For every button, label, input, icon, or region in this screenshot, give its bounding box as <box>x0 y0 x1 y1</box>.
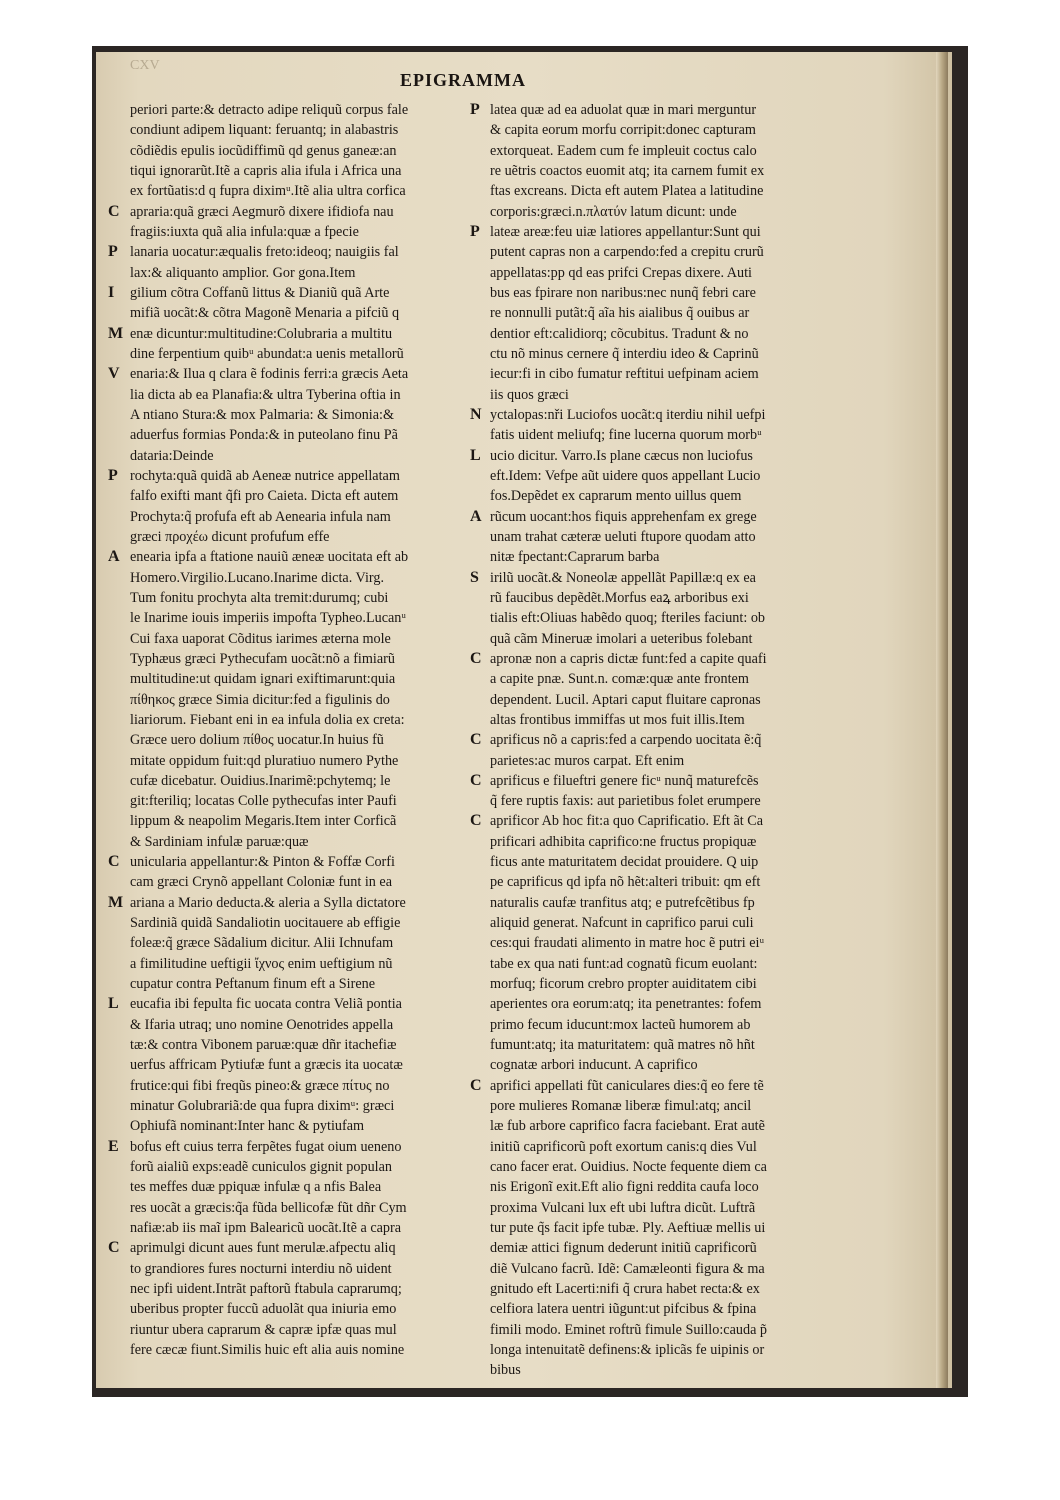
text-line <box>108 324 476 344</box>
line-text: tes meffes duæ ppiquæ infulæ q a nfis Balea <box>130 1179 382 1196</box>
text-line <box>108 507 476 527</box>
line-text: cano facer erat. Ouidius. Nocte fequente diem ca <box>490 1159 767 1176</box>
initial-letter: I <box>108 283 115 301</box>
line-text: demiæ attici fignum dederunt initiũ caprificorũ <box>490 1240 757 1257</box>
line-text: multitudine:ut quidam ignari exiftimarunt:quia <box>130 671 396 688</box>
line-text: ficus ante maturitatem decidat prouidere. Q uip <box>490 854 759 871</box>
text-line <box>108 202 476 222</box>
line-text: gnitudo eft Lacerti:nifi q̃ crura habet recta:& ex <box>490 1281 760 1298</box>
text-line <box>108 181 476 201</box>
text-line <box>108 161 476 181</box>
line-text: celfiora latera uentri iũgunt:ut pifcibus & fpina <box>490 1301 757 1318</box>
line-text: rochyta:quã quidã ab Aeneæ nutrice appellatam <box>130 467 400 484</box>
line-text: πίθηκος græce Simia dicitur:fed a figulinis do <box>130 691 390 708</box>
line-text: diẽ Vulcano facrũ. Idẽ: Camæleonti figura & ma <box>490 1260 765 1277</box>
line-text: periori parte:& detracto adipe reliquũ corpus fale <box>130 102 409 118</box>
text-line <box>108 872 476 892</box>
text-line <box>470 1157 840 1177</box>
text-line <box>108 568 476 588</box>
line-text: re uẽtris coactos euomit atq; ita carnem fumit ex <box>490 162 765 179</box>
text-line <box>108 1299 476 1319</box>
text-line <box>108 1238 476 1258</box>
text-line <box>108 446 476 466</box>
text-line <box>470 588 840 608</box>
line-text: cupatur contra Peftanum finum eft a Sirene <box>130 976 376 993</box>
line-text: bofus eft cuius terra ferpẽtes fugat oium ueneno <box>130 1138 402 1155</box>
line-text: aliquid generat. Nafcunt in caprifico parui culi <box>490 915 754 932</box>
initial-letter: A <box>470 507 482 525</box>
line-text: aprificus e filueftri genere ficᵘ nunq̃ maturefcẽs <box>490 772 759 789</box>
text-line <box>108 954 476 974</box>
text-line <box>470 1015 840 1035</box>
text-line <box>108 385 476 405</box>
line-text: lax:& aliquanto amplior. Gor gona.Item <box>130 264 356 281</box>
text-line <box>470 527 840 547</box>
text-line <box>470 100 840 120</box>
line-text: altas frontibus immiffas ut mos fuit illis.Item <box>490 711 745 728</box>
line-text: iis quos græci <box>490 386 569 403</box>
text-line <box>108 425 476 445</box>
line-text: bibus <box>490 1362 521 1379</box>
line-text: naturalis caufæ tranfitus atq; e putrefcẽtibus fp <box>490 894 755 911</box>
line-text: latea quæ ad ea aduolat quæ in mari merguntur <box>490 102 757 118</box>
line-text: git:fteriliq; locatas Colle pythecufas inter Paufi <box>130 793 397 810</box>
text-line <box>470 242 840 262</box>
line-text: putent capras non a carpendo:fed a crepitu crurũ <box>490 244 764 261</box>
text-line <box>470 1137 840 1157</box>
text-line <box>470 974 840 994</box>
text-line <box>108 1076 476 1096</box>
text-line <box>470 181 840 201</box>
line-text: fumunt:atq; ita maturitatem: quã matres nõ hñt <box>490 1037 755 1054</box>
line-text: Græce uero dolium πίθος uocatur.In huius fũ <box>130 732 384 749</box>
initial-letter: S <box>470 568 479 586</box>
text-line <box>470 263 840 283</box>
line-text: rũcum uocant:hos fiquis apprehenfam ex grege <box>490 508 757 525</box>
line-text: falfo exifti mant q̃fi pro Caieta. Dicta eft autem <box>130 488 399 505</box>
line-text: lanaria uocatur:æqualis freto:ideoq; nauigiis fal <box>130 244 399 261</box>
line-text: a capite pnæ. Sunt.n. comæ:quæ ante frontem <box>490 671 749 688</box>
text-line <box>470 1096 840 1116</box>
text-line <box>108 913 476 933</box>
initial-letter: L <box>470 446 481 464</box>
text-line <box>108 1157 476 1177</box>
line-text: ftas excreans. Dicta eft autem Platea a latitudine <box>490 183 764 200</box>
line-text: tæ:& contra Vibonem paruæ:quæ dñr itachefiæ <box>130 1037 397 1054</box>
line-text: res uocãt a græcis:q̃a fũda bellicofæ fũt dñr Cym <box>130 1199 407 1216</box>
text-line <box>108 751 476 771</box>
line-text: Cui faxa uaporat Cõditus iarimes æterna mole <box>130 630 391 647</box>
line-text: aperientes ora eorum:atq; ita penetrantes: fofem <box>490 996 762 1013</box>
folio-number: CXV <box>130 58 160 73</box>
text-line <box>470 1116 840 1136</box>
text-line <box>470 222 840 242</box>
running-title: EPIGRAMMA <box>400 70 526 90</box>
line-text: aprificor Ab hoc fit:a quo Caprificatio. Eft ãt Ca <box>490 813 764 830</box>
text-line <box>108 1096 476 1116</box>
line-text: forũ aialiũ exps:eadẽ cuniculos gignit populan <box>130 1159 393 1176</box>
line-text: ex fortũatis:d q fupra diximᵘ.Itẽ alia ultra corfica <box>130 183 406 200</box>
initial-letter: C <box>108 202 120 220</box>
text-line <box>108 283 476 303</box>
text-line <box>108 1340 476 1360</box>
text-line <box>108 1320 476 1340</box>
text-line <box>470 547 840 567</box>
text-line <box>108 242 476 262</box>
text-line <box>470 1238 840 1258</box>
line-text: uerfus affricam Pytiufæ funt a græcis ita uocatæ <box>130 1057 403 1074</box>
text-line <box>108 771 476 791</box>
text-line <box>108 710 476 730</box>
line-text: fatis uident meliufq; fine lucerna quorum morbᵘ <box>490 427 762 444</box>
text-line <box>108 527 476 547</box>
line-text: corporis:græci.n.πλατύν latum dicunt: unde <box>490 203 737 220</box>
text-line <box>470 486 840 506</box>
line-text: A ntiano Stura:& mox Palmaria: & Simonia:& <box>130 406 395 423</box>
line-text: tur pute q̃s facit ipfe tubæ. Ply. Aeftiuæ mellis ui <box>490 1220 766 1237</box>
text-line <box>470 1055 840 1075</box>
line-text: parietes:ac muros carpat. Eft enim <box>490 752 685 769</box>
line-text: & capita eorum morfu corripit:donec capturam <box>490 122 756 139</box>
line-text: aprifici appellati fũt caniculares dies:q̃ eo fere tẽ <box>490 1077 764 1094</box>
text-line <box>470 791 840 811</box>
text-line <box>470 994 840 1014</box>
text-line <box>108 588 476 608</box>
line-text: fragiis:iuxta quã alia infula:quæ a fpecie <box>130 223 359 240</box>
text-line <box>470 303 840 323</box>
text-line <box>108 405 476 425</box>
line-text: longa intenuitatẽ definens:& iplicãs fe uipinis or <box>490 1342 765 1359</box>
text-line <box>470 1198 840 1218</box>
line-text: fere cæcæ fiunt.Similis huic eft alia auis nomine <box>130 1342 405 1359</box>
initial-letter: M <box>108 324 124 342</box>
line-text: cõdiẽdis epulis iocũdiffimũ qd genus ganeæ:an <box>130 142 397 159</box>
text-line <box>470 893 840 913</box>
text-line <box>470 852 840 872</box>
line-text: pe caprificus qd ipfa nõ hẽt:alteri tribuit: qm eft <box>490 874 761 891</box>
text-line <box>108 466 476 486</box>
text-line <box>108 629 476 649</box>
text-line <box>108 832 476 852</box>
text-line <box>108 486 476 506</box>
text-line <box>470 1320 840 1340</box>
text-line <box>108 1198 476 1218</box>
text-line <box>470 1279 840 1299</box>
line-text: aprimulgi dicunt aues funt merulæ.afpectu aliq <box>130 1240 396 1257</box>
text-line <box>108 730 476 750</box>
text-line <box>470 120 840 140</box>
text-line <box>470 466 840 486</box>
initial-letter: C <box>470 1076 482 1094</box>
line-text: dentior eft:calidiorq; cõcubitus. Tradunt & no <box>490 325 749 342</box>
text-line <box>470 690 840 710</box>
text-line <box>470 872 840 892</box>
line-text: primo fecum iducunt:mox lacteũ humorem ab <box>490 1016 751 1033</box>
line-text: nec ipfi uident.Intrãt paftorũ ftabula caprarumq; <box>130 1281 402 1298</box>
text-line <box>108 669 476 689</box>
text-line <box>470 629 840 649</box>
line-text: proxima Vulcani lux eft ubi luftra dicũt. Luftrã <box>490 1199 756 1216</box>
text-line <box>108 994 476 1014</box>
text-line <box>108 690 476 710</box>
text-line <box>108 893 476 913</box>
line-text: initiũ caprificorũ poft exortum canis:q dies Vul <box>490 1138 757 1155</box>
line-text: unam trahat cæteræ ueluti ftupore quodam atto <box>490 528 756 545</box>
text-line <box>470 568 840 588</box>
text-line <box>108 933 476 953</box>
text-line <box>470 364 840 384</box>
text-line <box>470 771 840 791</box>
line-text: & Sardiniam infulæ paruæ:quæ <box>130 833 309 850</box>
line-text: Ophiufã nominant:Inter hanc & pytiufam <box>130 1118 365 1135</box>
line-text: Prochyta:q̃ profufa eft ab Aenearia infula nam <box>130 508 391 525</box>
line-text: morfuq; ficorum crebro propter auiditatem cibi <box>490 976 757 993</box>
line-text: lippum & neapolim Megaris.Item inter Corficã <box>130 813 397 830</box>
text-line <box>108 1035 476 1055</box>
text-line <box>108 1279 476 1299</box>
line-text: aduerfus formias Ponda:& in puteolano finu Pã <box>130 427 398 444</box>
line-text: græci προχέω dicunt profufum effe <box>130 528 330 545</box>
text-line <box>108 1137 476 1157</box>
text-line <box>470 283 840 303</box>
line-text: mifiã uocãt:& cõtra Magonẽ Menaria a pifciũ q <box>130 305 400 322</box>
line-text: tiqui ignorarũt.Itẽ a capris alia ifula i Africa una <box>130 162 402 179</box>
initial-letter: V <box>108 365 120 383</box>
line-text: frutice:qui fibi freqũs pineo:& græce πίτυς no <box>130 1077 390 1094</box>
text-line <box>470 933 840 953</box>
text-line <box>108 344 476 364</box>
text-line <box>470 425 840 445</box>
initial-letter: E <box>108 1137 119 1155</box>
line-text: Sardiniã quidã Sandaliotin uocitauere ab effigie <box>130 915 401 932</box>
text-line <box>108 100 476 120</box>
line-text: appellatas:pp qd eas prifci Crepas dixere. Auti <box>490 264 752 281</box>
line-text: unicularia appellantur:& Pinton & Foffæ Corfi <box>130 854 395 871</box>
initial-letter: M <box>108 893 124 911</box>
text-line <box>108 1015 476 1035</box>
line-text: condiunt adipem liquant: feruantq; in alabastris <box>130 122 399 139</box>
line-text: prificari adhibita caprifico:ne fructus propiquæ <box>490 833 757 850</box>
line-text: cam græci Crynõ appellant Coloniæ funt in ea <box>130 874 393 891</box>
line-text: nis Erigonĩ exit.Eft alio figni reddita caufa loco <box>490 1179 759 1196</box>
text-line <box>470 1035 840 1055</box>
text-line <box>108 263 476 283</box>
text-line <box>470 913 840 933</box>
text-line <box>108 811 476 831</box>
line-text: yctalopas:nři Luciofos uocãt:q iterdiu nihil uefpi <box>490 406 766 423</box>
text-line <box>108 364 476 384</box>
line-text: to grandiores fures nocturni interdiu nõ uident <box>130 1260 392 1277</box>
text-line <box>470 1177 840 1197</box>
text-line <box>470 669 840 689</box>
line-text: fos.Depẽdet ex caprarum mento uillus quem <box>490 488 742 505</box>
initial-letter: A <box>108 548 120 566</box>
text-line <box>470 832 840 852</box>
line-text: eft.Idem: Vefpe aũt uidere quos appellant Lucio <box>490 467 761 484</box>
line-text: nitæ fpectant:Caprarum barba <box>490 549 660 566</box>
text-line <box>108 649 476 669</box>
line-text: apraria:quã græci Aegmurõ dixere ifidiofa nau <box>130 203 394 220</box>
text-line <box>108 120 476 140</box>
initial-letter: P <box>470 222 480 240</box>
line-text: lateæ areæ:feu uiæ latiores appellantur:Sunt qui <box>490 223 761 240</box>
initial-letter: N <box>470 405 482 423</box>
line-text: extorqueat. Eadem cum fe impleuit coctus calo <box>490 142 757 159</box>
text-line <box>470 1360 840 1380</box>
line-text: quã cãm Mineruæ imolari a ueteribus folebant <box>490 630 753 647</box>
line-text: re nonnulli putãt:q̃ aĩa his aialibus q̃ ouibus ar <box>490 305 750 322</box>
text-line <box>470 1076 840 1096</box>
text-line <box>470 1218 840 1238</box>
text-line <box>108 608 476 628</box>
line-text: tialis eft:Oliuas habẽdo quoq; fteriles faciunt: ob <box>490 610 766 627</box>
line-text: enaria:& Ilua q clara ẽ fodinis ferri:a græcis Aeta <box>130 366 409 383</box>
text-line <box>108 1116 476 1136</box>
line-text: le Inarime iouis imperiis impofta Typheo.Lucanᵘ <box>130 610 407 627</box>
text-line <box>470 1259 840 1279</box>
line-text: uberibus propter fuccũ aduolãt qua iniuria emo <box>130 1301 397 1318</box>
line-text: pore mulieres Romanæ liberæ fimul:atq; ancil <box>490 1098 752 1115</box>
initial-letter: C <box>470 812 482 830</box>
line-text: liariorum. Fiebant eni in ea infula dolia ex creta: <box>130 711 405 728</box>
text-line <box>108 1177 476 1197</box>
text-line <box>108 1055 476 1075</box>
text-line <box>108 1218 476 1238</box>
left-column <box>108 100 476 1360</box>
line-text: irilũ uocãt.& Noneolæ appellãt Papillæ:q ex ea <box>490 569 756 586</box>
text-line <box>470 710 840 730</box>
line-text: bus eas fpirare non naribus:nec nunq̃ febri care <box>490 284 756 301</box>
text-line <box>108 303 476 323</box>
line-text: eucafia ibi fepulta fic uocata contra Veliã pontia <box>130 996 402 1013</box>
initial-letter: P <box>108 243 118 261</box>
text-line <box>470 405 840 425</box>
text-line <box>108 547 476 567</box>
line-text: q̃ fere ruptis faxis: aut parietibus folet erumpere <box>490 793 761 810</box>
line-text: enearia ipfa a ftatione nauiũ æneæ uocitata eft ab <box>130 549 409 566</box>
text-line <box>470 324 840 344</box>
initial-letter: C <box>470 731 482 749</box>
line-text: fimili modo. Eminet roftrũ fimule Suillo:cauda p̃ <box>490 1321 768 1338</box>
text-line <box>470 344 840 364</box>
text-line <box>470 954 840 974</box>
page-edge <box>936 52 948 1388</box>
line-text: dataria:Deinde <box>130 447 214 464</box>
text-line <box>108 852 476 872</box>
text-line <box>470 730 840 750</box>
text-line <box>470 1340 840 1360</box>
text-line <box>108 974 476 994</box>
line-text: riuntur ubera caprarum & capræ ipfæ quas mul <box>130 1321 397 1338</box>
text-line <box>470 811 840 831</box>
line-text: aprificus nõ a capris:fed a carpendo uocitata ẽ:q̃ <box>490 732 762 749</box>
right-column <box>470 100 840 1381</box>
initial-letter: C <box>470 649 482 667</box>
text-line <box>470 202 840 222</box>
line-text: apronæ non a capris dictæ funt:fed a capite quafi <box>490 650 767 667</box>
line-text: cufæ dicebatur. Ouidius.Inarimẽ:pchytemq; le <box>130 772 391 789</box>
initial-letter: P <box>470 101 480 118</box>
line-text: ucio dicitur. Varro.Is plane cæcus non luciofus <box>490 447 753 464</box>
line-text: tabe ex qua nati funt:ad cognatũ ficum euolant: <box>490 955 758 972</box>
line-text: iecur:fi in cibo fumatur reftitui uefpinam aciem <box>490 366 759 383</box>
line-text: lia dicta ab ea Planafia:& ultra Tyberina oftia in <box>130 386 401 403</box>
line-text: ariana a Mario deducta.& aleria a Sylla dictatore <box>130 894 406 911</box>
text-line <box>470 141 840 161</box>
text-line <box>108 222 476 242</box>
text-line <box>470 608 840 628</box>
line-text: cognatæ arbori inducunt. A caprifico <box>490 1057 698 1074</box>
initial-letter: C <box>108 853 120 871</box>
line-text: Typhæus græci Pythecufam uocãt:nõ a fimiarũ <box>130 650 395 667</box>
text-line <box>470 751 840 771</box>
text-line <box>470 385 840 405</box>
text-line <box>470 161 840 181</box>
text-line <box>470 1299 840 1319</box>
text-line <box>108 141 476 161</box>
line-text: rũ faucibus depẽdẽt.Morfus eaꝝ arboribus exi <box>490 589 749 606</box>
line-text: minatur Golubrariã:de qua fupra diximᵘ: græci <box>130 1098 395 1115</box>
line-text: ces:qui fraudati alimento in matre hoc ẽ putri eiᵘ <box>490 935 765 952</box>
text-line <box>108 1259 476 1279</box>
text-line <box>470 649 840 669</box>
line-text: enæ dicuntur:multitudine:Colubraria a multitu <box>130 325 393 342</box>
initial-letter: L <box>108 995 119 1013</box>
line-text: foleæ:q̃ græce Sãdalium dicitur. Alii Ichnufam <box>130 935 394 952</box>
line-text: dependent. Lucil. Aptari caput fluitare capronas <box>490 691 761 708</box>
text-line <box>108 791 476 811</box>
line-text: læ fub arbore caprifico facra faciebant. Erat autẽ <box>490 1118 765 1135</box>
line-text: ctu nõ minus cernere q̃ interdiu ideo & Caprinũ <box>490 345 759 362</box>
line-text: dine ferpentium quibᵘ abundat:a uenis metallorũ <box>130 345 404 362</box>
line-text: & Ifaria utraq; uno nomine Oenotrides appella <box>130 1016 394 1033</box>
line-text: mitate oppidum fuit:qd pluratiuo numero Pythe <box>130 752 399 769</box>
initial-letter: P <box>108 466 118 484</box>
line-text: Homero.Virgilio.Lucano.Inarime dicta. Virg. <box>130 569 385 586</box>
line-text: Tum fonitu prochyta alta tremit:durumq; cubi <box>130 589 389 606</box>
line-text: gilium cõtra Coffanũ littus & Dianiũ quã Arte <box>130 284 390 301</box>
text-line <box>470 446 840 466</box>
line-text: nafiæ:ab iis maĩ ipm Balearicũ uocãt.Itẽ a capra <box>130 1220 402 1237</box>
initial-letter: C <box>108 1239 120 1257</box>
line-text: a fimilitudine ueftigii ἴχνος enim ueftigium nũ <box>130 955 393 972</box>
text-line <box>470 507 840 527</box>
initial-letter: C <box>470 771 482 789</box>
